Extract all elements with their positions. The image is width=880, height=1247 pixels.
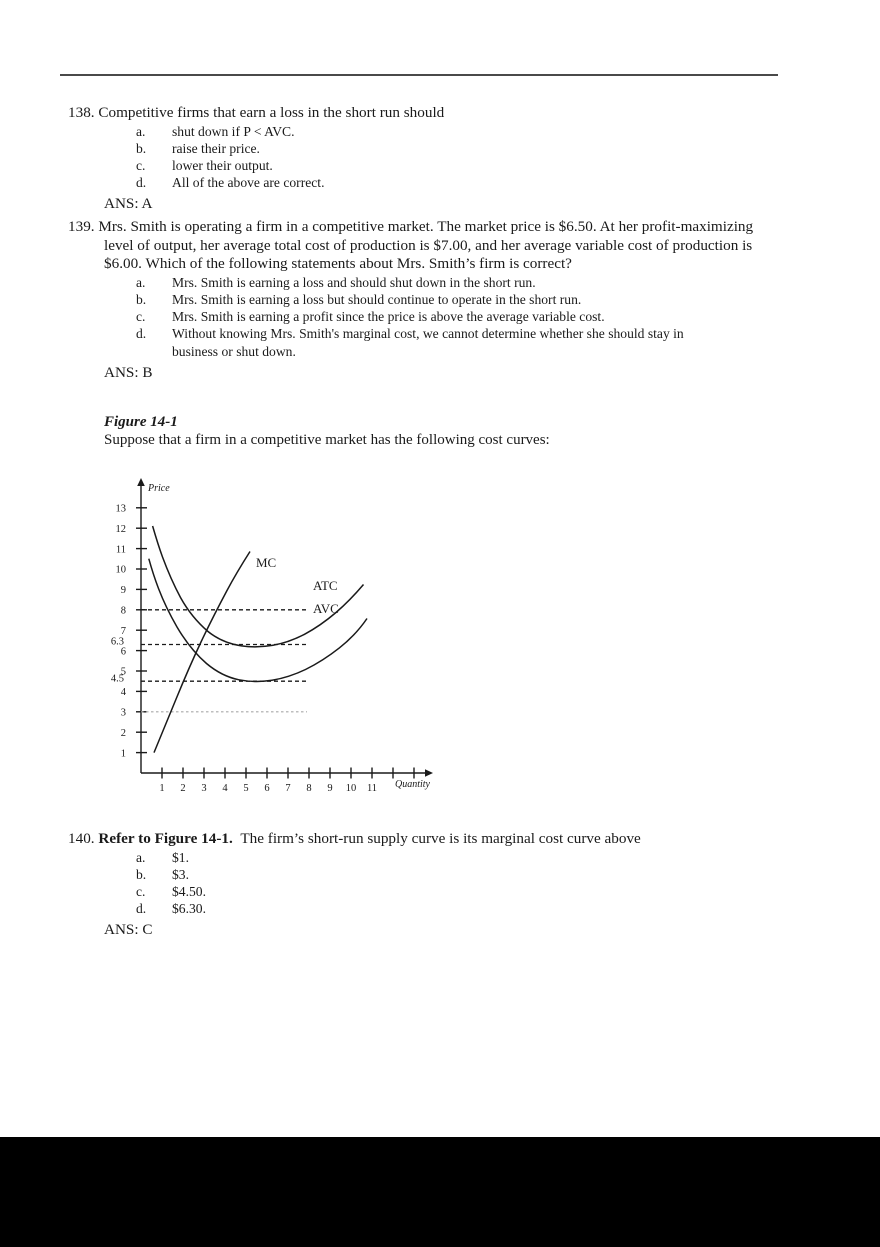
choice-text: lower their output.: [172, 158, 273, 173]
choice-140-d[interactable]: [136, 900, 880, 917]
choice-text: All of the above are correct.: [172, 175, 325, 191]
question-block-140: [0, 830, 880, 939]
question-number-139: 139.: [68, 218, 95, 235]
choice-text: $3.: [172, 866, 189, 882]
choice-140-a[interactable]: [136, 849, 880, 866]
y-extra-labels: [111, 637, 124, 685]
question-text-140: The firm’s short-run supply curve is its marginal cost curve above: [240, 830, 641, 847]
y-extra-label-45: 4.5: [110, 673, 124, 685]
choice-139-b[interactable]: [136, 291, 880, 308]
choices-139: [0, 274, 880, 360]
choice-140-b[interactable]: [136, 866, 880, 883]
choice-letter: b.: [136, 291, 147, 307]
y-tick-label: 8: [120, 605, 126, 617]
choice-text: shut down if P < AVC.: [172, 123, 295, 139]
choice-138-d[interactable]: [136, 174, 880, 191]
x-tick-label: 3: [201, 783, 207, 794]
choice-text: $4.50.: [172, 884, 206, 899]
y-tick-label: 12: [115, 523, 126, 535]
choice-text: raise their price.: [172, 140, 260, 156]
y-axis-arrow-icon: [137, 478, 145, 486]
choice-letter: a.: [136, 123, 146, 139]
header-rule: [60, 74, 778, 76]
mc-curve: [154, 552, 250, 753]
choice-letter: d.: [136, 901, 147, 917]
choice-140-c[interactable]: [136, 883, 880, 900]
x-tick-label: 5: [243, 783, 249, 794]
mc-curve-label: MC: [256, 555, 277, 570]
y-tick-label: 6: [120, 646, 126, 658]
choice-138-b[interactable]: [136, 140, 880, 157]
figure-caption: [104, 413, 550, 450]
y-tick-label: 3: [120, 707, 126, 719]
cost-curves-chart: [100, 470, 460, 800]
choice-text: $6.30.: [172, 901, 206, 917]
choice-letter: b.: [136, 140, 147, 156]
choice-letter: a.: [136, 849, 146, 865]
y-tick-label: 4: [120, 687, 126, 699]
choice-text: $1.: [172, 849, 189, 865]
y-tick-label: 13: [115, 503, 126, 515]
atc-curve-label: ATC: [313, 578, 338, 593]
question-stem-139: [0, 218, 880, 274]
question-stem-138: [0, 104, 880, 123]
y-ticks: [116, 504, 148, 760]
y-tick-label: 11: [115, 544, 126, 556]
answer-138: ANS: A: [104, 195, 153, 213]
x-tick-label: 11: [366, 783, 378, 794]
figure-title: Figure 14-1: [104, 414, 178, 430]
question-block-139: [0, 218, 880, 382]
y-tick-label: 9: [120, 585, 126, 597]
x-tick-label: 4: [222, 783, 228, 794]
y-tick-label: 5: [120, 666, 126, 678]
choice-letter: c.: [136, 309, 146, 325]
y-axis-label: Price: [148, 483, 170, 494]
choice-text: Mrs. Smith is earning a profit since the price is above the average variable cost.: [172, 309, 605, 325]
x-tick-label: 6: [264, 783, 270, 794]
choice-letter: c.: [136, 884, 146, 899]
y-axis: [137, 478, 170, 773]
bottom-black-band: [0, 1137, 880, 1247]
choice-letter: d.: [136, 175, 147, 191]
choice-letter: a.: [136, 274, 146, 290]
x-tick-label: 9: [327, 783, 333, 794]
answer-140: ANS: C: [104, 921, 153, 939]
x-tick-label: 8: [306, 783, 312, 794]
avc-curve-label: AVC: [313, 601, 339, 616]
figure-subtitle: Suppose that a firm in a competitive market has the following cost curves:: [104, 432, 550, 448]
choice-139-a[interactable]: [136, 274, 880, 291]
question-block-138: [0, 104, 880, 213]
question-text-138: Competitive firms that earn a loss in the short run should: [98, 104, 445, 121]
choice-letter: d.: [136, 326, 147, 342]
question-text-139: Mrs. Smith is operating a firm in a competitive market. The market price is $6.50. At her profit-maximizing level of output, her average total cost of production is $7.00, and her average variable cost of production is $6.00. Which of the following statements about Mrs. Smith’s firm is correct?: [98, 218, 754, 273]
x-axis-label: Quantity: [395, 779, 430, 790]
choices-138: [0, 123, 880, 192]
reference-lines: [141, 610, 307, 712]
choice-text: Mrs. Smith is earning a loss but should continue to operate in the short run.: [172, 291, 582, 307]
y-extra-label-63: 6.3: [110, 636, 124, 648]
question-refer-140: Refer to Figure 14-1.: [98, 830, 233, 847]
x-tick-label: 1: [159, 783, 165, 794]
choice-139-d[interactable]: [136, 325, 880, 359]
choices-140: [0, 849, 880, 918]
x-tick-label: 7: [285, 783, 291, 794]
choice-letter: c.: [136, 158, 146, 173]
x-tick-label: 2: [180, 783, 186, 794]
choice-letter: b.: [136, 866, 147, 882]
x-tick-label: 10: [345, 783, 357, 794]
y-tick-label: 2: [120, 727, 126, 739]
choice-text: Without knowing Mrs. Smith's marginal cost, we cannot determine whether she should stay in business or shut down.: [172, 326, 684, 359]
question-stem-140: [0, 830, 880, 849]
chart-svg: [100, 470, 460, 800]
y-tick-label: 7: [120, 625, 126, 637]
answer-139: ANS: B: [104, 363, 153, 381]
x-axis-arrow-icon: [425, 769, 433, 777]
choice-139-c[interactable]: [136, 308, 880, 325]
y-tick-label: 10: [115, 564, 126, 576]
question-number-138: 138.: [68, 104, 95, 121]
choice-138-a[interactable]: [136, 123, 880, 140]
choice-text: Mrs. Smith is earning a loss and should shut down in the short run.: [172, 274, 536, 290]
x-ticks: [159, 768, 414, 795]
choice-138-c[interactable]: [136, 157, 880, 174]
question-number-140: 140.: [68, 830, 95, 847]
y-tick-label: 1: [120, 748, 126, 760]
